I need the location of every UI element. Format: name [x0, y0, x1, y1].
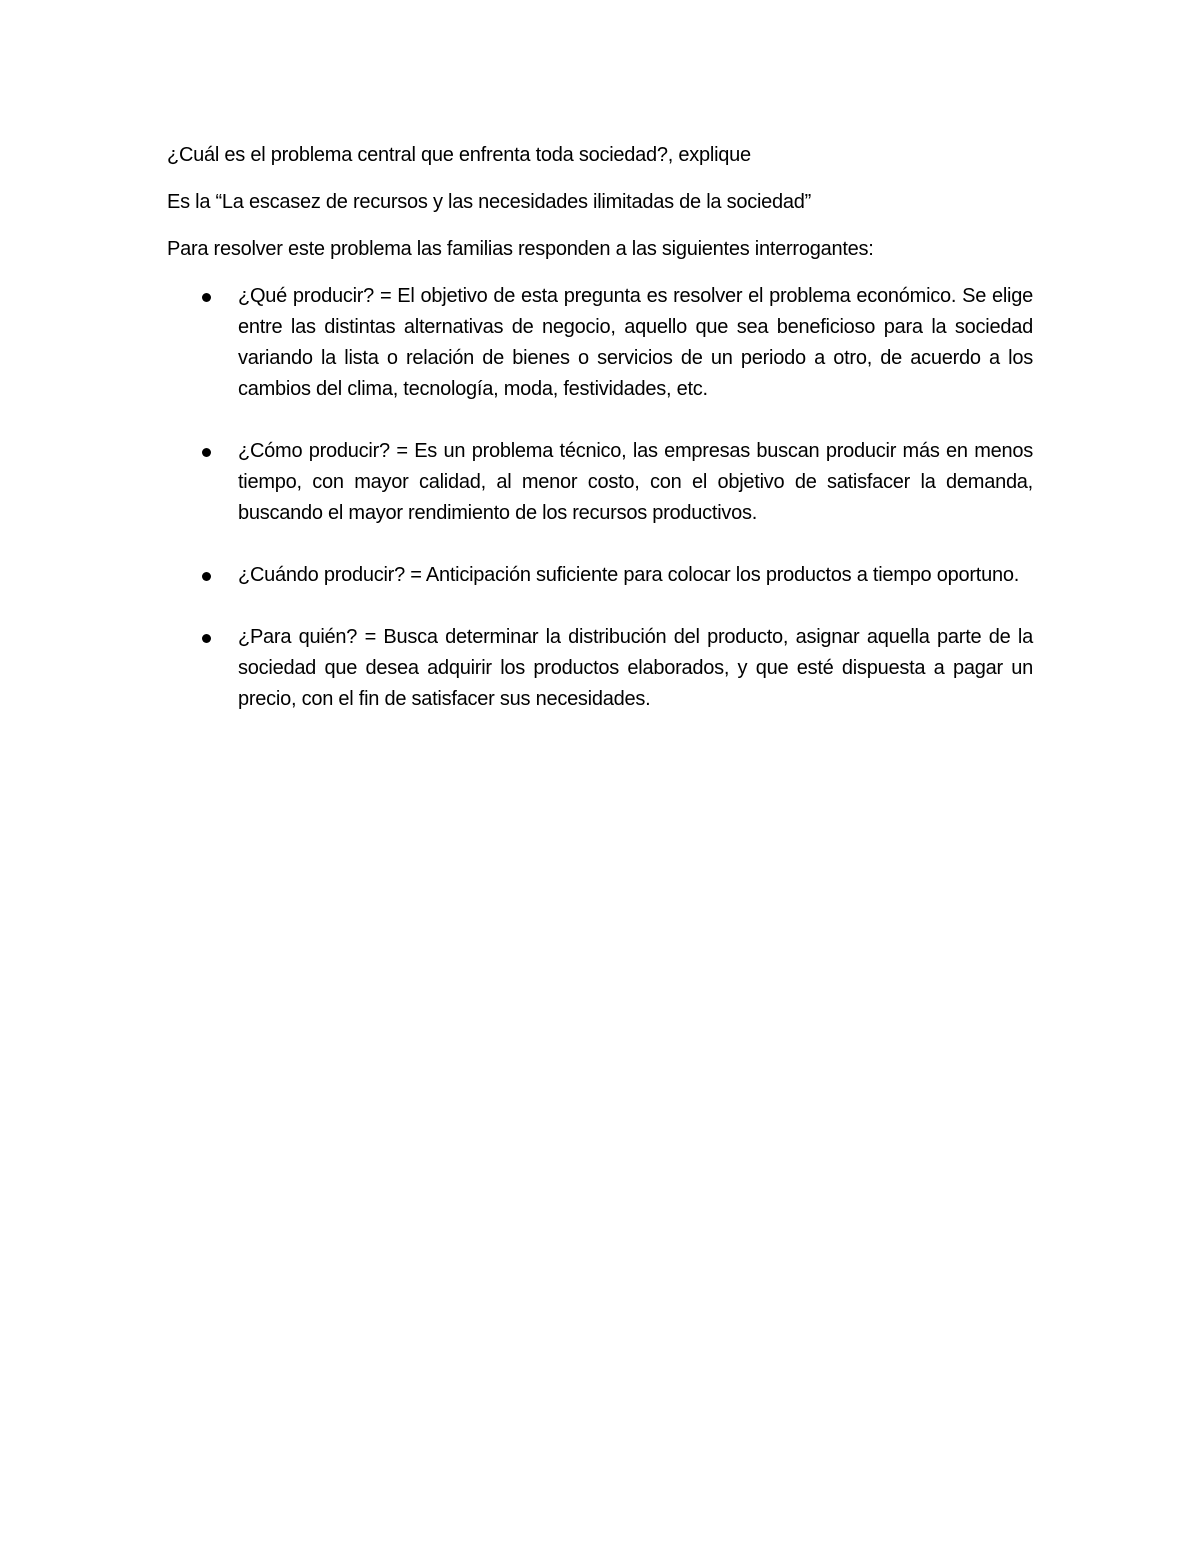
- list-item: [167, 560, 1033, 591]
- intro-text: Para resolver este problema las familias responden a las siguientes interrogantes:: [167, 238, 874, 260]
- bullet-icon: [202, 293, 211, 302]
- list-item: [167, 281, 1033, 405]
- bullet-icon: [202, 634, 211, 643]
- answer-text: Es la “La escasez de recursos y las necesidades ilimitadas de la sociedad”: [167, 191, 812, 213]
- bullet-icon: [202, 448, 211, 457]
- document-body: [167, 140, 1033, 746]
- list-item: [167, 436, 1033, 529]
- question-text: ¿Cuál es el problema central que enfrenta toda sociedad?, explique: [167, 144, 751, 166]
- bullet-list: [167, 281, 1033, 715]
- list-item-text: ¿Para quién? = Busca determinar la distribución del producto, asignar aquella parte de la sociedad que desea adquirir los productos elaborados, y que esté dispuesta a pagar un precio, con el fin de satisfacer sus necesidades.: [238, 626, 1033, 710]
- list-item-text: ¿Cuándo producir? = Anticipación suficiente para colocar los productos a tiempo oportuno.: [238, 564, 1020, 586]
- list-item-text: ¿Cómo producir? = Es un problema técnico, las empresas buscan producir más en menos tiempo, con mayor calidad, al menor costo, con el objetivo de satisfacer la demanda, buscando el mayor rendimiento de los recursos productivos.: [238, 440, 1033, 524]
- bullet-icon: [202, 572, 211, 581]
- list-item-text: ¿Qué producir? = El objetivo de esta pregunta es resolver el problema económico. Se elige entre las distintas alternativas de negocio, aquello que sea beneficioso para la sociedad variando la lista o relación de bienes o servicios de un periodo a otro, de acuerdo a los cambios del clima, tecnología, moda, festividades, etc.: [238, 285, 1033, 400]
- list-item: [167, 622, 1033, 715]
